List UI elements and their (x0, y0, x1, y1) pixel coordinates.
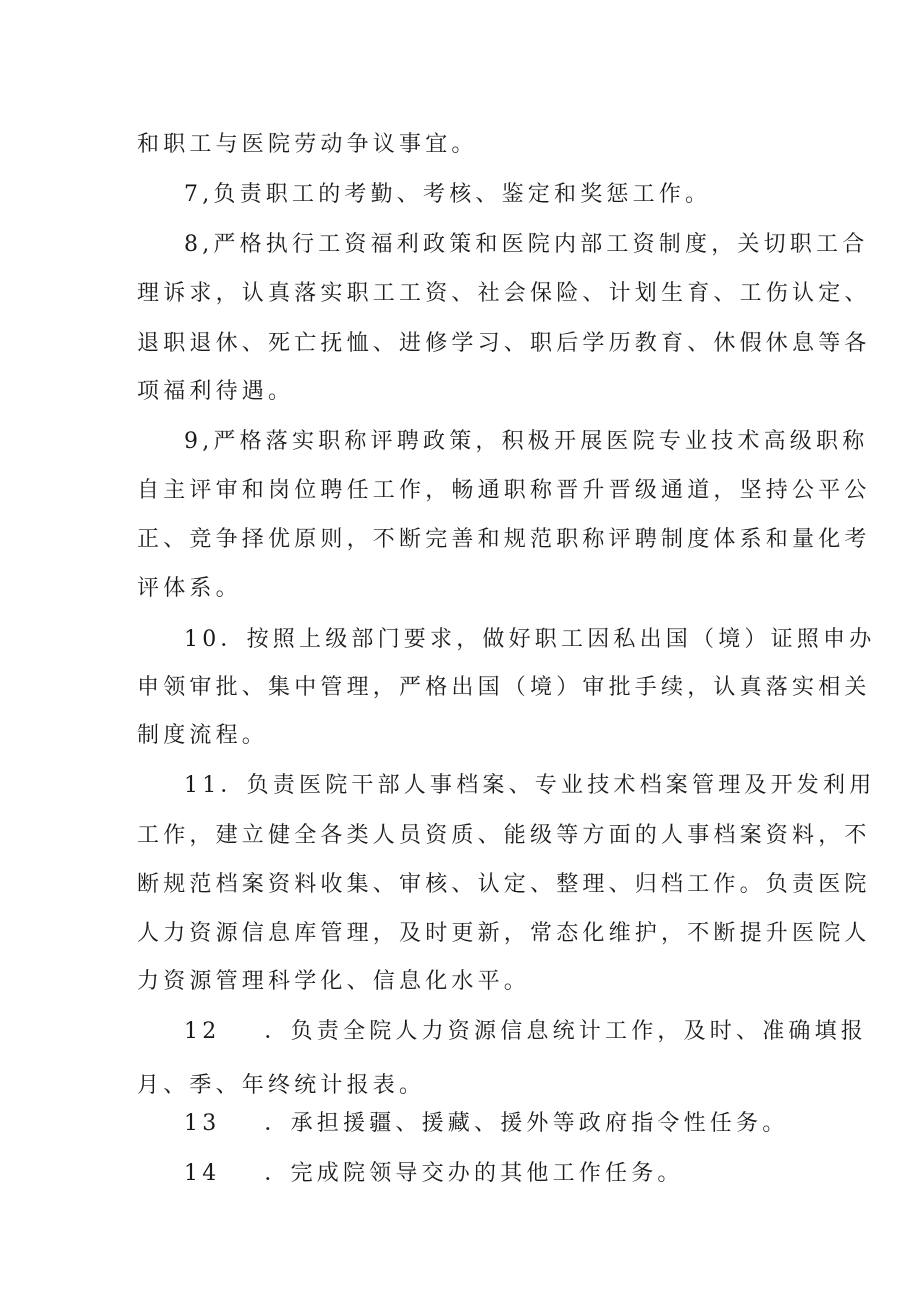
text-line: 评体系。 (137, 576, 242, 601)
text-line (184, 1018, 868, 1046)
text-line: 月、季、年终统计报表。 (137, 1073, 426, 1098)
text-line: 力资源管理科学化、信息化水平。 (137, 969, 531, 994)
text-line: 8,严格执行工资福利政策和医院内部工资制度，关切职工合 (184, 232, 869, 257)
text-line: 申领审批、集中管理，严格出国（境）审批手续，认真落实相关 (137, 675, 871, 700)
text-line: 项福利待遇。 (137, 379, 295, 404)
text-line: 退职退休、死亡抚恤、进修学习、职后学历教育、休假休息等各 (137, 331, 871, 356)
text-line: 正、竞争择优原则，不断完善和规范职称评聘制度体系和量化考 (137, 527, 871, 552)
text-line: 11．负责医院干部人事档案、专业技术档案管理及开发利用 (184, 773, 876, 798)
item-number: 12 (184, 1019, 221, 1044)
item-number: 13 (184, 1111, 221, 1136)
text-line: 工作，建立健全各类人员资质、能级等方面的人事档案资料，不 (137, 823, 871, 848)
text-line: 断规范档案资料收集、审核、认定、整理、归档工作。负责医院 (137, 872, 871, 897)
text-line: 9,严格落实职称评聘政策，积极开展医院专业技术高级职称 (184, 429, 869, 454)
item-text: ．完成院领导交办的其他工作任务。 (264, 1161, 684, 1186)
text-line: 自主评审和岗位聘任工作，畅通职称晋升晋级通道，坚持公平公 (137, 478, 871, 503)
text-line (184, 1110, 787, 1138)
text-line: 和职工与医院劳动争议事宜。 (137, 132, 478, 157)
text-line: 10．按照上级部门要求，做好职工因私出国（境）证照申办 (184, 627, 876, 652)
item-number: 14 (184, 1161, 221, 1186)
item-text: ．承担援疆、援藏、援外等政府指令性任务。 (264, 1111, 789, 1136)
text-line: 理诉求，认真落实职工工资、社会保险、计划生育、工伤认定、 (137, 281, 871, 306)
text-line: 人力资源信息库管理，及时更新，常态化维护，不断提升医院人 (137, 921, 871, 946)
text-line: 制度流程。 (137, 723, 269, 748)
text-line: 7,负责职工的考勤、考核、鉴定和奖惩工作。 (184, 182, 712, 207)
item-text: ．负责全院人力资源信息统计工作，及时、准确填报 (264, 1019, 868, 1044)
text-line (184, 1160, 787, 1188)
